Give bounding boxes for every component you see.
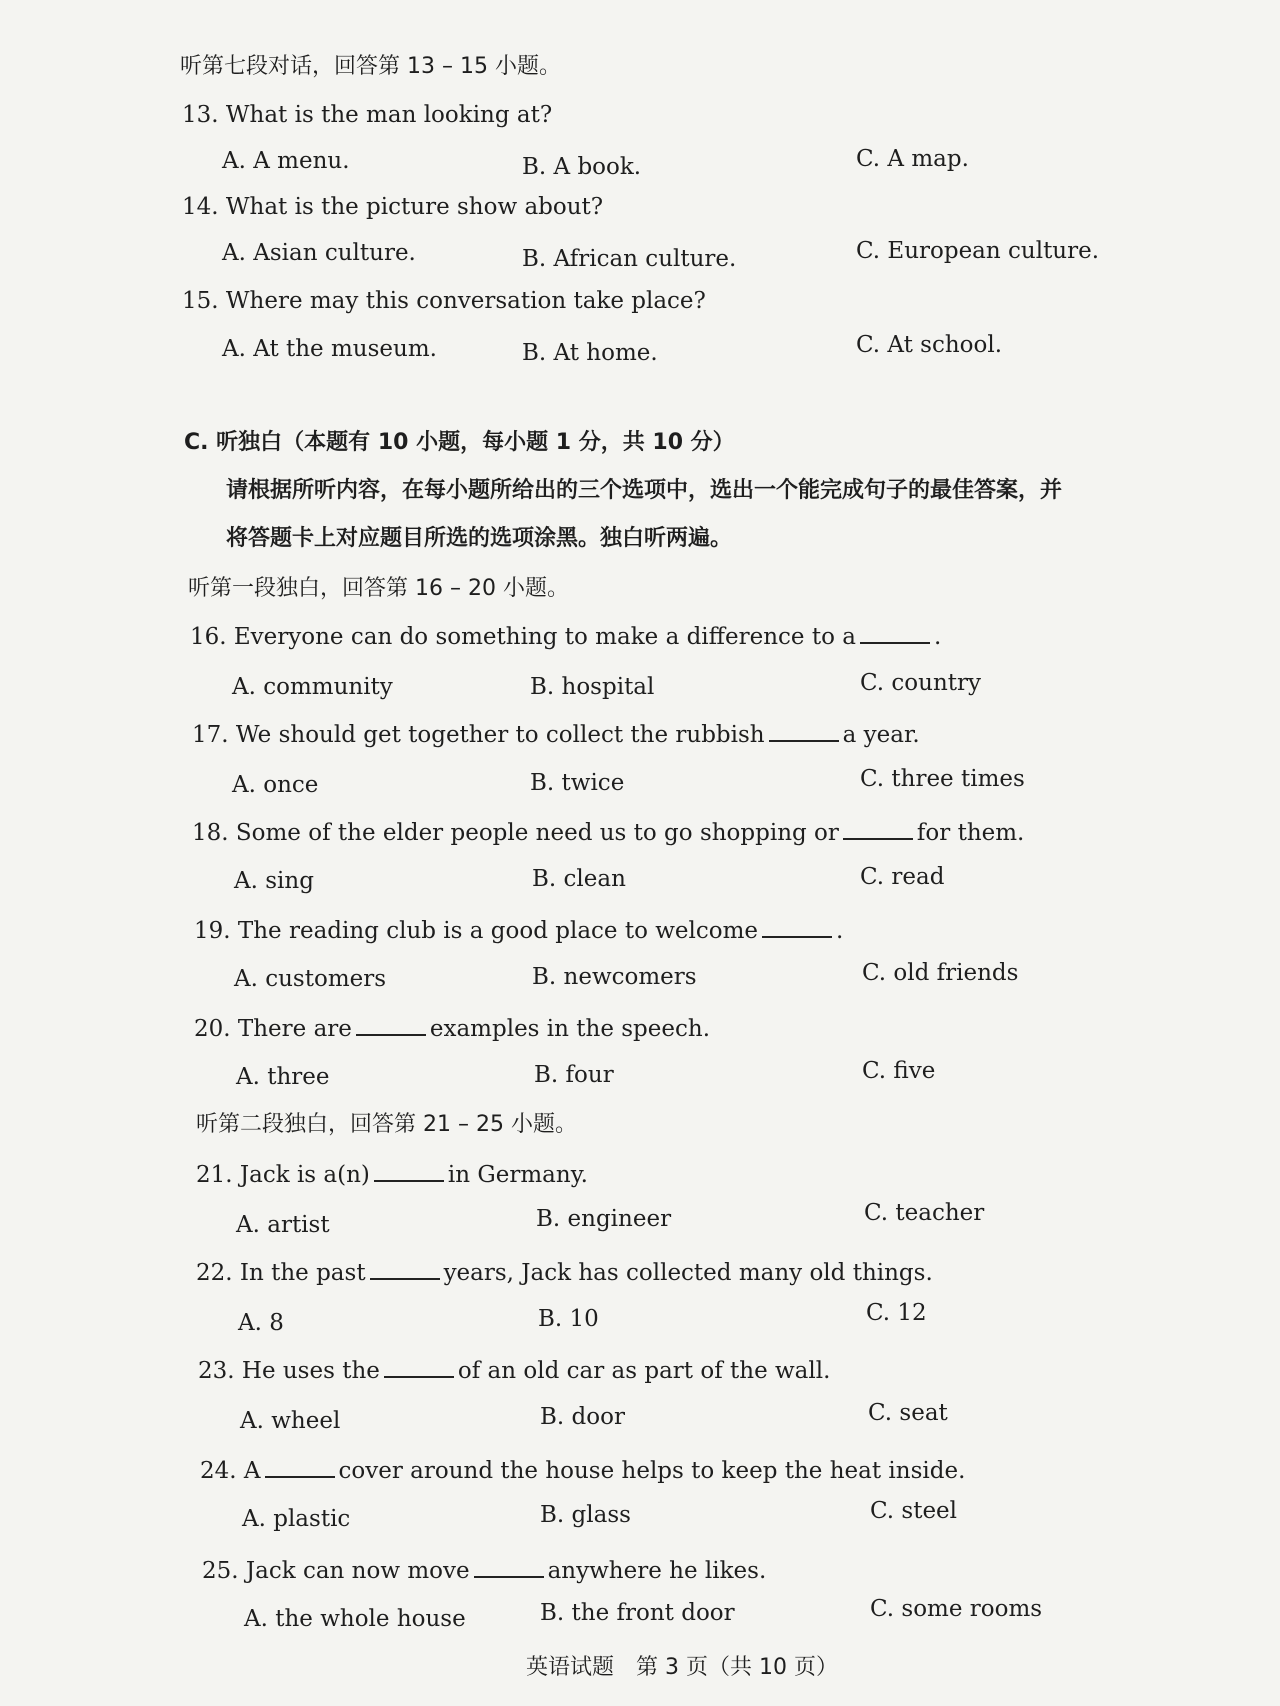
question-17-option-a: A. once [232, 772, 319, 798]
question-23-text: 23. He uses the [198, 1358, 380, 1384]
section-c-title: C. 听独白（本题有 10 小题，每小题 1 分，共 10 分） [184, 430, 735, 455]
answer-blank [384, 1356, 454, 1378]
question-20-option-c: C. five [862, 1058, 936, 1084]
answer-blank [843, 818, 913, 840]
question-19-option-c: C. old friends [862, 960, 1019, 986]
question-14-option-a: A. Asian culture. [222, 240, 416, 266]
question-19-stem [194, 916, 843, 946]
question-17-option-c: C. three times [860, 766, 1025, 792]
question-15-option-b: B. At home. [522, 340, 658, 366]
question-25-text: 25. Jack can now move [202, 1558, 470, 1584]
section-c-instruction-line2: 将答题卡上对应题目所选的选项涂黑。独白听两遍。 [226, 526, 733, 551]
answer-blank [860, 622, 930, 644]
question-16-option-b: B. hospital [530, 674, 655, 700]
question-13-stem: 13. What is the man looking at? [182, 102, 553, 128]
monologue2-heading: 听第二段独白，回答第 21 – 25 小题。 [196, 1112, 577, 1137]
question-13-option-a: A. A menu. [222, 148, 350, 174]
answer-blank [769, 720, 839, 742]
question-16-option-a: A. community [232, 674, 393, 700]
question-21-stem [196, 1160, 588, 1190]
question-17-option-b: B. twice [530, 770, 625, 796]
question-20-text-after: examples in the speech. [429, 1016, 711, 1042]
monologue1-heading: 听第一段独白，回答第 16 – 20 小题。 [188, 576, 569, 601]
question-17-text: 17. We should get together to collect the rubbish [192, 722, 765, 748]
question-18-option-b: B. clean [532, 866, 626, 892]
answer-blank [374, 1160, 444, 1182]
question-13-option-b: B. A book. [522, 154, 642, 180]
question-24-stem [200, 1456, 965, 1486]
question-15-option-c: C. At school. [856, 332, 1003, 358]
question-18-stem [192, 818, 1024, 848]
question-18-option-c: C. read [860, 864, 945, 890]
question-25-text-after: anywhere he likes. [547, 1558, 767, 1584]
question-18-text: 18. Some of the elder people need us to go shopping or [192, 820, 839, 846]
question-14-stem: 14. What is the picture show about? [182, 194, 604, 220]
question-21-option-b: B. engineer [536, 1206, 672, 1232]
question-22-option-b: B. 10 [538, 1306, 599, 1332]
question-23-option-b: B. door [540, 1404, 625, 1430]
question-18-option-a: A. sing [234, 868, 314, 894]
question-15-stem: 15. Where may this conversation take place? [182, 288, 706, 314]
question-24-option-a: A. plastic [242, 1506, 351, 1532]
question-20-option-a: A. three [236, 1064, 330, 1090]
question-19-text-after: . [836, 918, 844, 944]
question-19-option-b: B. newcomers [532, 964, 697, 990]
question-19-option-a: A. customers [234, 966, 387, 992]
question-14-option-b: B. African culture. [522, 246, 737, 272]
question-20-option-b: B. four [534, 1062, 614, 1088]
question-17-text-after: a year. [842, 722, 920, 748]
question-16-option-c: C. country [860, 670, 981, 696]
question-22-stem [196, 1258, 933, 1288]
question-25-option-b: B. the front door [540, 1600, 735, 1626]
answer-blank [762, 916, 832, 938]
question-20-text: 20. There are [194, 1016, 352, 1042]
question-15-option-a: A. At the museum. [222, 336, 437, 362]
question-23-text-after: of an old car as part of the wall. [457, 1358, 831, 1384]
part7-heading: 听第七段对话，回答第 13 – 15 小题。 [180, 54, 561, 79]
answer-blank [474, 1556, 544, 1578]
question-13-option-c: C. A map. [856, 146, 969, 172]
question-20-stem [194, 1014, 710, 1044]
question-21-option-a: A. artist [236, 1212, 330, 1238]
question-19-text: 19. The reading club is a good place to welcome [194, 918, 759, 944]
answer-blank [265, 1456, 335, 1478]
question-23-option-a: A. wheel [240, 1408, 341, 1434]
question-24-text-after: cover around the house helps to keep the heat inside. [338, 1458, 966, 1484]
question-21-text: 21. Jack is a(n) [196, 1162, 370, 1188]
question-16-text-after: . [933, 624, 942, 650]
page-footer: 英语试题 第 3 页（共 10 页） [526, 1655, 838, 1680]
answer-blank [356, 1014, 426, 1036]
question-24-text: 24. A [200, 1458, 261, 1484]
question-14-option-c: C. European culture. [856, 238, 1100, 264]
answer-blank [370, 1258, 440, 1280]
question-21-text-after: in Germany. [447, 1162, 588, 1188]
question-25-option-c: C. some rooms [870, 1596, 1043, 1622]
question-24-option-c: C. steel [870, 1498, 958, 1524]
question-23-stem [198, 1356, 830, 1386]
question-22-option-a: A. 8 [238, 1310, 284, 1336]
question-22-text: 22. In the past [196, 1260, 366, 1286]
question-23-option-c: C. seat [868, 1400, 948, 1426]
question-18-text-after: for them. [916, 820, 1025, 846]
question-22-text-after: years, Jack has collected many old things. [443, 1260, 933, 1286]
question-21-option-c: C. teacher [864, 1200, 985, 1226]
question-16-stem [190, 622, 941, 652]
question-22-option-c: C. 12 [866, 1300, 927, 1326]
section-c-instruction-line1: 请根据所听内容，在每小题所给出的三个选项中，选出一个能完成句子的最佳答案，并 [226, 478, 1063, 503]
question-16-text: 16. Everyone can do something to make a difference to a [190, 624, 856, 650]
question-24-option-b: B. glass [540, 1502, 631, 1528]
question-25-stem [202, 1556, 766, 1586]
question-25-option-a: A. the whole house [244, 1606, 466, 1632]
question-17-stem [192, 720, 920, 750]
